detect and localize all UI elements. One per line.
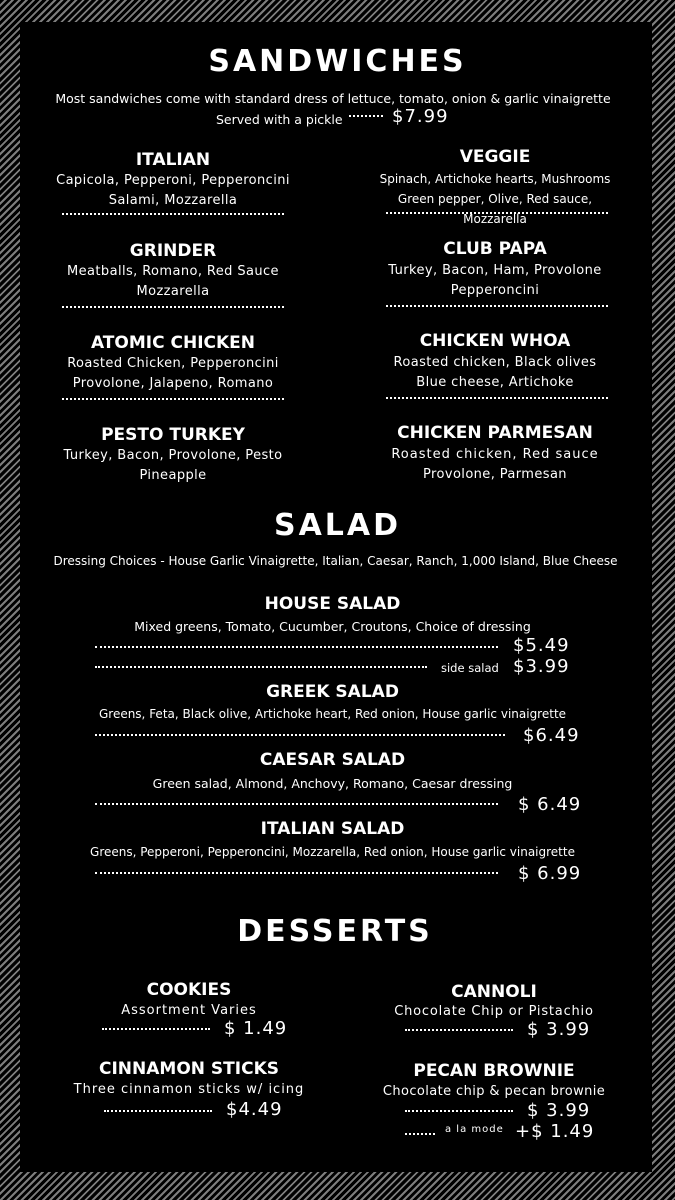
item-desc: Blue cheese, Artichoke bbox=[416, 375, 574, 390]
divider-dots bbox=[62, 398, 284, 400]
item-desc: Three cinnamon sticks w/ icing bbox=[73, 1082, 305, 1097]
item-price: $4.49 bbox=[226, 1099, 283, 1120]
item-name: CAESAR SALAD bbox=[259, 750, 406, 770]
item-price: $6.49 bbox=[523, 725, 580, 746]
leader-dots bbox=[405, 1133, 435, 1135]
item-desc: Pepperoncini bbox=[450, 283, 540, 298]
divider-dots bbox=[386, 305, 608, 307]
item-name: VEGGIE bbox=[459, 147, 531, 167]
item-desc: Chocolate chip & pecan brownie bbox=[382, 1084, 606, 1099]
item-desc: Provolone, Parmesan bbox=[423, 467, 567, 482]
item-price: $ 1.49 bbox=[224, 1018, 288, 1039]
desserts-title: DESSERTS bbox=[237, 914, 433, 949]
side-salad-label: side salad bbox=[441, 661, 499, 675]
item-desc: Spinach, Artichoke hearts, Mushrooms bbox=[379, 172, 611, 186]
leader-dots bbox=[95, 803, 498, 805]
sandwiches-title: SANDWICHES bbox=[208, 44, 467, 79]
item-desc: Pineapple bbox=[139, 468, 207, 483]
item-name: COOKIES bbox=[146, 980, 232, 1000]
leader-dots bbox=[102, 1028, 210, 1030]
item-name: PESTO TURKEY bbox=[101, 425, 245, 445]
item-name: CHICKEN PARMESAN bbox=[397, 423, 593, 443]
item-name: CINNAMON STICKS bbox=[99, 1059, 279, 1079]
leader-dots bbox=[405, 1029, 513, 1031]
item-desc: Turkey, Bacon, Ham, Provolone bbox=[388, 263, 602, 278]
item-price: $ 3.99 bbox=[527, 1100, 591, 1121]
item-desc: Assortment Varies bbox=[121, 1003, 257, 1018]
item-name: GREEK SALAD bbox=[266, 682, 399, 702]
item-name: CANNOLI bbox=[451, 982, 537, 1002]
item-name: ATOMIC CHICKEN bbox=[90, 333, 256, 353]
item-desc: Green pepper, Olive, Red sauce, Mozzarella bbox=[397, 192, 593, 226]
dressing-choices: Dressing Choices - House Garlic Vinaigrette, Italian, Caesar, Ranch, 1,000 Island, Blue Cheese bbox=[53, 554, 618, 568]
a-la-mode-price: +$ 1.49 bbox=[515, 1121, 595, 1142]
item-desc: Salami, Mozzarella bbox=[108, 193, 238, 208]
item-desc: Roasted Chicken, Pepperoncini bbox=[67, 356, 279, 371]
side-salad-price: $3.99 bbox=[513, 656, 570, 677]
item-name: ITALIAN bbox=[135, 150, 211, 170]
item-name: CHICKEN WHOA bbox=[419, 331, 571, 351]
item-name: PECAN BROWNIE bbox=[413, 1061, 575, 1081]
a-la-mode-label: a la mode bbox=[445, 1124, 504, 1135]
item-desc: Greens, Feta, Black olive, Artichoke heart, Red onion, House garlic vinaigrette bbox=[98, 707, 567, 721]
item-desc: Capicola, Pepperoni, Pepperoncini bbox=[56, 173, 290, 188]
item-price: $ 6.99 bbox=[518, 863, 582, 884]
divider-dots bbox=[386, 212, 608, 214]
divider-dots bbox=[62, 306, 284, 308]
leader-dots bbox=[95, 734, 505, 736]
divider-dots bbox=[386, 397, 608, 399]
sandwiches-price: $7.99 bbox=[392, 106, 449, 127]
item-name: HOUSE SALAD bbox=[264, 594, 401, 614]
item-desc: Mozzarella bbox=[136, 284, 210, 299]
leader-dots bbox=[95, 666, 427, 668]
item-price: $ 3.99 bbox=[527, 1019, 591, 1040]
item-name: GRINDER bbox=[129, 241, 217, 261]
item-desc: Roasted chicken, Black olives bbox=[393, 355, 597, 370]
leader-dots bbox=[95, 872, 498, 874]
sandwiches-intro: Most sandwiches come with standard dress of lettuce, tomato, onion & garlic vinaigrette bbox=[55, 91, 611, 106]
item-desc: Greens, Pepperoni, Pepperoncini, Mozzarella, Red onion, House garlic vinaigrette bbox=[90, 845, 575, 859]
item-desc: Provolone, Jalapeno, Romano bbox=[72, 376, 274, 391]
item-desc: Roasted chicken, Red sauce bbox=[391, 447, 599, 462]
item-price: $ 6.49 bbox=[518, 794, 582, 815]
item-desc: Turkey, Bacon, Provolone, Pesto bbox=[63, 448, 283, 463]
sandwiches-pickle-note: Served with a pickle bbox=[216, 112, 343, 127]
item-desc: Meatballs, Romano, Red Sauce bbox=[67, 264, 279, 279]
item-price: $5.49 bbox=[513, 635, 570, 656]
item-desc: Mixed greens, Tomato, Cucumber, Croutons, Choice of dressing bbox=[134, 619, 531, 634]
salad-title: SALAD bbox=[273, 508, 402, 543]
item-desc: Chocolate Chip or Pistachio bbox=[394, 1004, 594, 1019]
leader-dots bbox=[104, 1110, 212, 1112]
leader-dots bbox=[95, 646, 498, 648]
item-name: CLUB PAPA bbox=[443, 239, 547, 259]
divider-dots bbox=[62, 213, 284, 215]
item-desc: Green salad, Almond, Anchovy, Romano, Caesar dressing bbox=[152, 776, 513, 791]
leader-dots bbox=[405, 1110, 513, 1112]
item-name: ITALIAN SALAD bbox=[260, 819, 405, 839]
leader-dots bbox=[349, 115, 383, 117]
